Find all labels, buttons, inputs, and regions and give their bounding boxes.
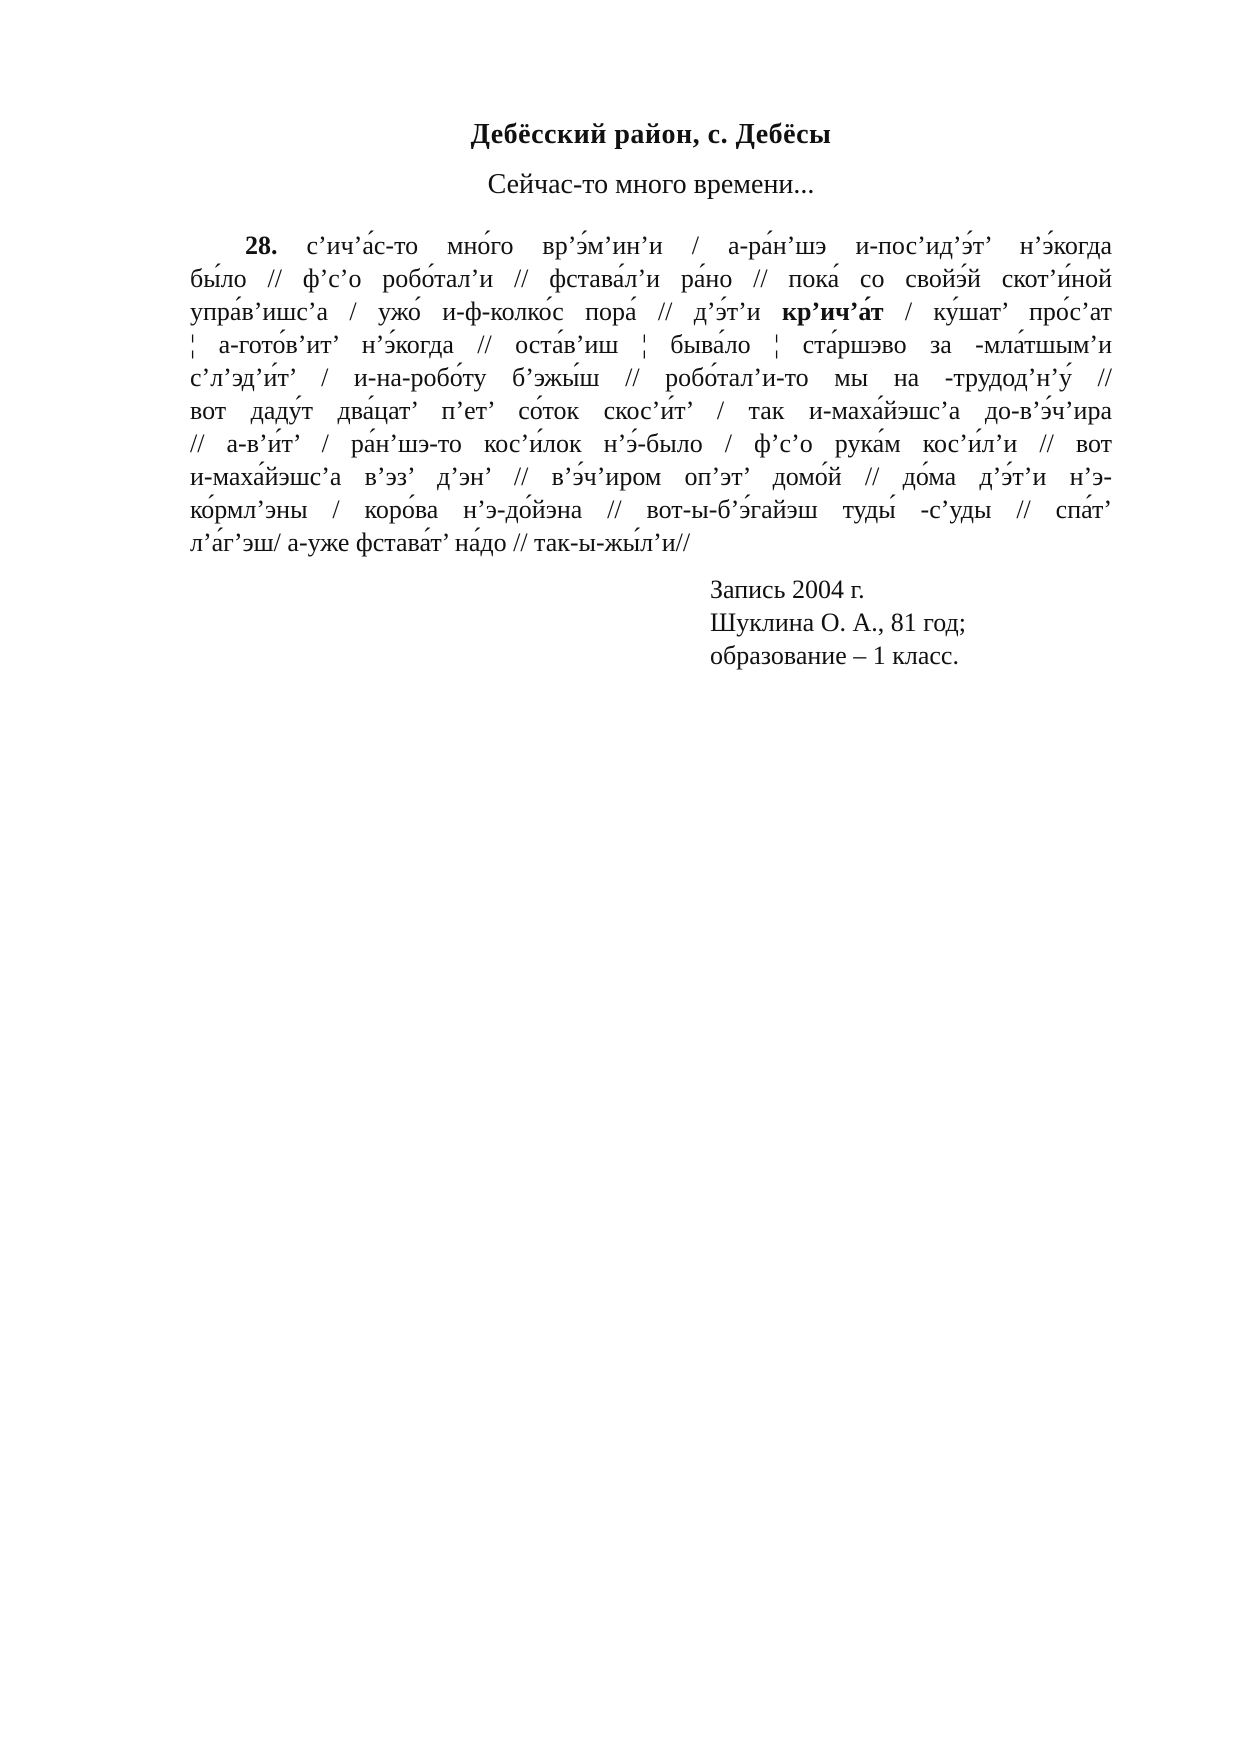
transcript-segment: ко́рмл’эны / коро́ва н’э-до́йэна // вот-ы-б’э́гайэш туды́ -с’уды // спа́т’ bbox=[190, 495, 1112, 524]
transcript-segment: // а-в’и́т’ / ра́н’шэ-то кос’и́лок н’э́-было / ф’с’о рука́м кос’и́л’и // вот bbox=[190, 429, 1112, 458]
transcript-bold-segment: 28. bbox=[245, 231, 278, 260]
document-subtitle: Сейчас-то много времени... bbox=[487, 169, 815, 200]
page-content bbox=[0, 0, 1240, 672]
transcript-segment: и-маха́йэшс’а в’эз’ д’эн’ // в’э́ч’иром оп’эт’ домо́й // до́ма д’э́т’и н’э- bbox=[190, 462, 1112, 491]
recording-education: образование – 1 класс. bbox=[710, 641, 959, 670]
transcript-segment: ¦ а-гото́в’ит’ н’э́когда // оста́в’иш ¦ быва́ло ¦ ста́ршэво за -мла́тшым’и bbox=[190, 330, 1112, 359]
transcript-line bbox=[190, 361, 1112, 394]
transcript-segment: упра́в’ишс’а / ужо́ и-ф-колко́с пора́ // д’э́т’и bbox=[190, 297, 783, 326]
transcript-line bbox=[190, 394, 1112, 427]
transcript-paragraph bbox=[190, 229, 1112, 559]
transcript-bold-segment: кр’ич’а́т bbox=[782, 297, 884, 326]
transcript-segment: / ку́шат’ про́с’ат bbox=[883, 297, 1112, 326]
recording-speaker: Шуклина О. А., 81 год; bbox=[710, 608, 966, 637]
document-title: Дебёсский район, с. Дебёсы bbox=[470, 119, 832, 150]
transcript-line bbox=[190, 427, 1112, 460]
transcript-segment: бы́ло // ф’с’о робо́тал’и // фстава́л’и ра́но // пока́ со свойэ́й скот’и́ной bbox=[190, 264, 1112, 293]
transcript-line bbox=[190, 493, 1112, 526]
transcript-segment: вот даду́т два́цат’ п’ет’ со́ток скос’и́т’ / так и-маха́йэшс’а до-в’э́ч’ира bbox=[190, 396, 1112, 425]
recording-info bbox=[710, 573, 1112, 672]
transcript-line bbox=[190, 526, 1112, 559]
transcript-segment: л’а́г’эш/ а-уже фстава́т’ на́до // так-ы-жы́л’и// bbox=[190, 528, 691, 557]
transcript-segment: с’ич’а́с-то мно́го вр’э́м’ин’и / а-ра́н’шэ и-пос’ид’э́т’ н’э́когда bbox=[277, 231, 1112, 260]
transcript-line bbox=[190, 229, 1112, 262]
transcript-line bbox=[190, 460, 1112, 493]
transcript-line bbox=[190, 262, 1112, 295]
transcript-line bbox=[190, 328, 1112, 361]
transcript-line bbox=[190, 295, 1112, 328]
transcript-segment: с’л’эд’и́т’ / и-на-робо́ту б’эжы́ш // робо́тал’и-то мы на -трудод’н’у́ // bbox=[190, 363, 1112, 392]
recording-year: Запись 2004 г. bbox=[710, 575, 865, 604]
